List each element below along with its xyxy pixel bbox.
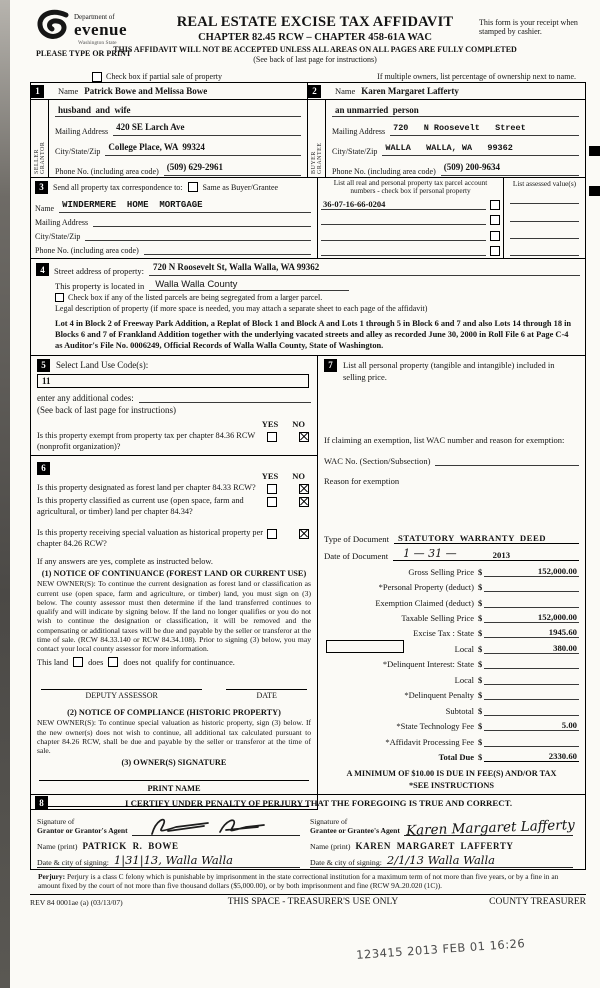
buyer-phone-value: (509) 200-9634 [443,162,500,172]
dollar-sign: $ [478,628,483,639]
grantee-name-print-label: Name (print) [310,841,351,851]
wac-number-line[interactable] [435,465,579,466]
revenue-wordmark: evenue [74,20,128,39]
rev-form-number: REV 84 0001ae (a) (03/13/07) [30,897,123,907]
owners-signature-label: (3) OWNER(S) SIGNATURE [121,758,227,768]
grantor-name-print-label: Name (print) [37,841,78,851]
grantor-date-city-value: 1|31|13, Walla Walla [113,852,233,867]
exempt-yes-checkbox[interactable] [267,432,277,442]
dollar-sign: $ [478,674,483,685]
street-address-label: Street address of property: [54,266,144,276]
exempt-question: Is this property exempt from property tax per chapter 84.36 RCW (nonprofit organization)? [37,430,256,451]
buyer-grantee-vertical-label: BUYER GRANTEE [308,100,326,177]
dollar-sign: $ [478,566,483,577]
fee-label: *Personal Property (deduct) [378,582,474,593]
land-does-checkbox[interactable] [73,657,83,667]
street-address-value: 720 N Roosevelt St, Walla Walla, WA 99362 [152,262,320,272]
seller-mailing-label: Mailing Address [55,127,109,136]
notice-continuance-body: NEW OWNER(S): To continue the current designation as forest land or classification as current use (open space, farm and agriculture, or timber) land, you must sign on (3) below. The county assessor must then determine if the land transferred continues to qualify and will indicate by signing below. If the land no longer qualifies or you do not wish to continue the designation or classification, it will be removed and the compensating or additional taxes will be due and payable by the seller or transferor at the time of sale. (RCW 84.33.140 or RCW 84.34.108). Prior to signing (3) below, you may contact your local county assessor for more information. [37,579,311,654]
parcel-numbers-header: List all real and personal property tax parcel account numbers - check box if personal property [333,178,488,196]
seller-mailing-value: 420 SE Larch Ave [116,122,185,132]
buyer-name-label: Name [335,86,356,96]
fee-label: Taxable Selling Price [401,613,474,623]
seller-csz-label: City/State/Zip [55,147,101,156]
grantee-signature-block [308,810,581,868]
section-1-number: 1 [31,85,44,98]
forest-land-section [30,455,318,810]
total-due-label: Total Due [438,752,474,763]
additional-codes-line[interactable] [139,402,311,403]
land-use-label: Select Land Use Code(s): [56,360,149,371]
section-8-number: 8 [35,796,48,809]
does-label: does [88,657,104,667]
fee-label: *State Technology Fee [396,721,474,732]
dollar-sign: $ [478,721,483,732]
current-no-checkbox[interactable] [299,497,309,507]
fee-value [577,705,579,715]
seller-block [31,83,308,177]
parcel-personal-checkbox[interactable] [490,215,500,225]
fee-label: *Delinquent Penalty [404,690,474,701]
forest-no-checkbox[interactable] [299,484,309,494]
dollar-sign: $ [478,659,483,670]
please-type-label: PLEASE TYPE OR PRINT [36,49,132,58]
buyer-mailing-label: Mailing Address [332,127,386,136]
grantee-date-city-label: Date & city of signing: [310,857,382,867]
fee-value [577,658,579,668]
section-7-number: 7 [324,359,337,372]
scan-mark [589,186,600,196]
seller-phone-label: Phone No. (including area code) [55,167,159,176]
parties-section [30,82,586,178]
claiming-exemption-label: If claiming an exemption, list WAC number and reason for exemption: [324,435,565,446]
seller-csz-value: College Place, WA 99324 [108,142,205,152]
fee-value: 1945.60 [548,627,577,638]
buyer-name-value: Karen Margaret Lafferty [361,86,459,96]
located-in-value: Walla Walla County [149,279,349,291]
receipt-note: This form is your receipt when stamped by cashier. [479,18,578,36]
does-not-label: does not qualify for continuance. [123,657,235,667]
land-use-code-value: 11 [42,375,51,386]
buyer-mailing-value: 720 N Roosevelt Street [393,123,526,133]
county-treasurer-label: COUNTY TREASURER [489,897,586,908]
grantor-name-print-value: PATRICK R. BOWE [82,840,179,851]
land-does-not-checkbox[interactable] [108,657,118,667]
fee-label: *Delinquent Interest: State [382,659,474,670]
parcel-personal-checkbox[interactable] [490,231,500,241]
no-header: NO [292,418,305,429]
parcel-number-value: 36-07-16-66-0204 [323,199,386,210]
current-yes-checkbox[interactable] [267,497,277,507]
section-3-number: 3 [35,181,48,194]
warning-line: THIS AFFIDAVIT WILL NOT BE ACCEPTED UNLESS ALL AREAS ON ALL PAGES ARE FULLY COMPLETED [113,45,517,54]
tax-correspondence-section [30,177,586,259]
dept-of-label: Department of [74,13,115,21]
assessed-values-header: List assessed value(s) [512,179,577,188]
fee-label: Local [454,643,474,654]
same-as-buyer-checkbox[interactable] [188,182,198,192]
section-5-number: 5 [37,359,50,372]
fee-label: Excise Tax : State [413,628,474,639]
certification-section [30,794,586,870]
doc-type-value: STATUTORY WARRANTY DEED [398,532,547,543]
property-address-section [30,258,586,356]
yes-header: YES [261,471,279,482]
fee-value [577,674,579,684]
historic-no-checkbox[interactable] [299,529,309,539]
if-yes-note: If any answers are yes, complete as instructed below. [37,557,213,567]
dollar-sign: $ [478,582,483,593]
historic-question: Is this property receiving special valuation as historical property per chapter 84.26 RCW? [37,527,264,548]
seller-phone-value: (509) 629-2961 [166,162,223,172]
grantor-sig-label: Signature of Grantor or Grantor's Agent [37,817,128,836]
dollar-sign: $ [478,613,483,623]
forest-yes-checkbox[interactable] [267,484,277,494]
doc-type-label: Type of Document [324,533,390,544]
washington-state-label: Washington State [78,40,117,46]
buyer-csz-value: WALLA WALLA, WA 99362 [385,143,513,153]
buyer-phone-label: Phone No. (including area code) [332,167,436,176]
parcel-personal-checkbox[interactable] [490,200,500,210]
grantee-name-print-value: KAREN MARGARET LAFFERTY [355,840,514,851]
partial-sale-label: Check box if partial sale of property [106,72,222,81]
print-name-label: PRINT NAME [147,784,201,794]
grantee-signature-line[interactable] [404,810,575,839]
minimum-fee-note: A MINIMUM OF $10.00 IS DUE IN FEE(S) AND/OR TAX [346,769,557,779]
corr-mailing-label: Mailing Address [35,218,89,227]
fee-value: 5.00 [561,720,577,731]
perjury-notice: Perjury: Perjury is a class C felony which is punishable by imprisonment in the state correctional institution for a maximum term of not more than five years, or by a fine in an amount fixed by the court of not more than five thousand dollars ($5,000.00), or by both imprisonment and fine (RCW 9A.20.020 (1C)). [30,869,586,895]
fee-label: Gross Selling Price [408,566,474,577]
fee-value [577,736,579,746]
grantee-sig-label: Signature of Grantee or Grantee's Agent [310,817,400,836]
local-code-box[interactable] [326,640,404,653]
seller-name-value: Patrick Bowe and Melissa Bowe [84,86,208,96]
legal-description-label: Legal description of property (if more space is needed, you may attach a separate sheet to each page of the affidavit) [55,304,428,313]
corr-phone-label: Phone No. (including area code) [35,246,139,255]
see-back-instructions: (See back of last page for instructions) [37,404,176,415]
buyer-desc: an unmarried person [335,105,419,115]
fee-label: Local [454,674,474,685]
reason-exemption-label: Reason for exemption [324,476,400,487]
wac-number-label: WAC No. (Section/Subsection) [324,456,431,467]
same-as-buyer-label: Same as Buyer/Grantee [202,182,279,192]
partial-sale-checkbox[interactable] [92,72,102,82]
scan-mark [589,146,600,156]
current-use-question: Is this property classified as current use (open space, farm and agricultural, or timber) land per chapter 84.34? [37,496,244,517]
fee-value [577,689,579,699]
form-header [30,4,586,70]
owners-signature-line[interactable] [39,767,309,781]
grantor-date-city-label: Date & city of signing: [37,857,109,867]
corr-name-label: Name [35,204,55,213]
personal-property-label: List all personal property (tangible and intangible) included in selling price. [343,359,555,383]
fee-value: 380.00 [553,642,577,653]
dollar-sign: $ [478,705,483,716]
form-title: REAL ESTATE EXCISE TAX AFFIDAVIT [176,14,454,30]
buyer-block [308,83,585,177]
legal-description-text: Lot 4 in Block 2 of Freeway Park Addition, a Replat of Block 1 and Block A and Lots 1 through 5 in Block 6 and 7 and also Lots 14 through 18 in Blocks 6 and 7 of Frankland Addition together with the underlying vacated streets and alley as recorded June 30, 2000 in Roll File 6 at Page C-4 as Auditor's File No. 0006249, Official Records of Walla Walla County, State of Washington. [55,319,572,350]
segregated-label: Check box if any of the listed parcels are being segregated from a larger parcel. [68,293,323,302]
additional-codes-label: enter any additional codes: [37,392,134,403]
chapter-subtitle: CHAPTER 82.45 RCW – CHAPTER 458-61A WAC [198,32,432,43]
form-footer [30,897,586,907]
seller-grantor-vertical-label: SELLER GRANTOR [31,100,49,177]
notice-compliance-body: NEW OWNER(S): To continue special valuation as historic property, sign (3) below. If the new owner(s) does not wish to continue, all additional tax calculated pursuant to chapter 84.26 RCW, shall be due and payable by the seller or transferor at the time of sale. [37,718,311,756]
seller-name-label: Name [58,86,79,96]
seller-desc: husband and wife [58,105,131,115]
fee-value [577,581,579,591]
fee-label: Subtotal [445,705,474,716]
dollar-sign: $ [478,690,483,701]
doc-date-handwritten: 1 — 31 — [403,547,457,561]
forest-question: Is this property designated as forest land per chapter 84.33 RCW? [37,483,256,493]
fee-label: Exemption Claimed (deduct) [375,597,474,608]
treasurer-use-label: THIS SPACE - TREASURER'S USE ONLY [227,897,399,908]
certify-statement: I CERTIFY UNDER PENALTY OF PERJURY THAT THE FOREGOING IS TRUE AND CORRECT. [124,797,513,808]
dollar-sign: $ [478,643,483,654]
grantor-signature-line[interactable] [132,810,300,836]
section-6-number: 6 [37,462,50,475]
located-in-label: This property is located in [55,281,145,291]
deputy-assessor-label: DEPUTY ASSESSOR [41,689,202,700]
multiple-owners-note: If multiple owners, list percentage of ownership next to name. [377,72,576,81]
dollar-sign: $ [478,597,483,608]
historic-yes-checkbox[interactable] [267,529,277,539]
grantee-date-city-value: 2/1/13 Walla Walla [386,852,496,867]
notice-compliance-title: (2) NOTICE OF COMPLIANCE (HISTORIC PROPERTY) [67,708,281,718]
dollar-sign: $ [478,736,483,747]
correspondence-label: Send all property tax correspondence to: [53,182,183,192]
grantee-signature-handwriting: Karen Margaret Lafferty [405,816,575,839]
total-due-value: 2330.60 [548,751,577,762]
cashier-stamp: 123415 2013 FEB 01 16:26 [355,936,526,962]
segregated-checkbox[interactable] [55,293,64,302]
land-use-section [30,355,318,457]
no-header: NO [292,471,305,482]
corr-name-value: WINDERMERE HOME MORTGAGE [62,200,203,210]
see-instructions-note: *SEE INSTRUCTIONS [408,780,495,790]
grantor-signature-block [35,810,308,868]
buyer-csz-label: City/State/Zip [332,147,378,156]
date-label: DATE [226,689,307,700]
dollar-sign: $ [478,752,483,763]
personal-property-section [317,355,586,795]
notice-continuance-title: (1) NOTICE OF CONTINUANCE (FOREST LAND OR CURRENT USE) [41,569,307,579]
exempt-no-checkbox[interactable] [299,432,309,442]
grantor-signature-scribble [146,814,296,838]
land-use-code-input[interactable] [37,374,309,388]
fee-value: 152,000.00 [537,565,577,576]
fee-label: *Affidavit Processing Fee [385,736,474,747]
scan-edge-artifact [0,0,10,988]
fee-value [577,597,579,607]
yes-header: YES [261,418,279,429]
section-4-number: 4 [36,263,49,276]
doc-date-label: Date of Document [324,551,389,562]
revenue-swirl-icon [36,10,72,40]
doc-date-year: 2013 [492,550,511,561]
this-land-label: This land [37,657,69,667]
affidavit-form [10,0,600,988]
corr-csz-label: City/State/Zip [35,232,81,241]
parcel-personal-checkbox[interactable] [490,246,500,256]
fee-value: 152,000.00 [537,612,577,622]
section-2-number: 2 [308,85,321,98]
see-back-note: (See back of last page for instructions) [253,55,377,64]
